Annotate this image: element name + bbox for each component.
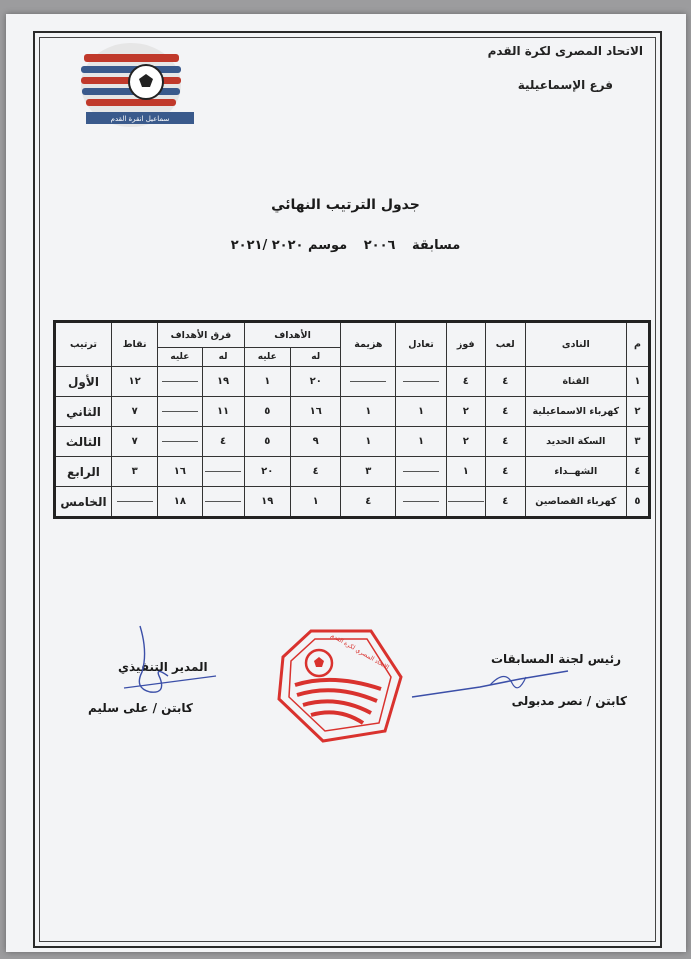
cell-num: ٢	[626, 397, 649, 427]
header-played: لعب	[485, 322, 525, 367]
cell-diff-minus	[158, 397, 202, 427]
cell-lost: ٤	[341, 487, 396, 518]
cell-gf: ٢٠	[290, 367, 341, 397]
executive-director-name: كابتن / على سليم	[88, 701, 193, 715]
empty-dash	[448, 501, 484, 502]
cell-num: ٣	[626, 427, 649, 457]
federation-logo	[76, 40, 196, 130]
header-diff-for: له	[202, 348, 244, 367]
cell-club: كهرباء القصاصين	[525, 487, 626, 518]
cell-points: ٧	[111, 397, 157, 427]
cell-diff-plus	[202, 457, 244, 487]
cell-won: ٢	[446, 397, 485, 427]
empty-dash	[205, 501, 241, 502]
stamp-text: الاتحاد المصري لكرة القدم	[329, 632, 391, 672]
organization-name: الاتحاد المصرى لكرة القدم	[487, 44, 643, 58]
cell-ga: ١٩	[244, 487, 290, 518]
cell-points	[111, 487, 157, 518]
cell-won: ١	[446, 457, 485, 487]
cell-gf: ٩	[290, 427, 341, 457]
cell-drawn	[396, 457, 447, 487]
document-title: جدول الترتيب النهائي	[271, 197, 420, 213]
empty-dash	[117, 501, 153, 502]
header-diff: فرق الأهداف	[158, 322, 244, 348]
cell-lost: ٣	[341, 457, 396, 487]
empty-dash	[403, 381, 439, 382]
table-row	[55, 367, 650, 397]
header-num: م	[626, 322, 649, 367]
empty-dash	[403, 501, 439, 502]
competition-year: ٢٠٠٦	[363, 238, 396, 253]
branch-name: فرع الإسماعيلية	[517, 78, 613, 92]
standings-table	[53, 320, 651, 519]
header-won: فوز	[446, 322, 485, 367]
logo-caption: سماعيل انقرة القدم	[110, 115, 170, 123]
executive-director-title: المدير التنفيذي	[118, 660, 208, 674]
cell-rank: الرابع	[55, 457, 112, 487]
empty-dash	[162, 441, 198, 442]
header-goals-against: عليه	[244, 348, 290, 367]
empty-dash	[403, 471, 439, 472]
table-row	[55, 487, 650, 518]
cell-diff-plus: ١٩	[202, 367, 244, 397]
cell-diff-minus	[158, 427, 202, 457]
cell-diff-minus: ١٨	[158, 487, 202, 518]
cell-points: ٧	[111, 427, 157, 457]
cell-rank: الثاني	[55, 397, 112, 427]
cell-played: ٤	[485, 427, 525, 457]
competition-label: مسابقة	[412, 238, 461, 253]
cell-diff-minus: ١٦	[158, 457, 202, 487]
cell-drawn: ١	[396, 397, 447, 427]
table-row	[55, 397, 650, 427]
header-points: نقاط	[111, 322, 157, 367]
official-stamp	[273, 627, 405, 745]
competitions-head-name: كابتن / نصر مدبولى	[511, 694, 627, 708]
cell-num: ١	[626, 367, 649, 397]
empty-dash	[162, 381, 198, 382]
competition-line	[0, 238, 691, 253]
cell-lost: ١	[341, 427, 396, 457]
cell-points: ٣	[111, 457, 157, 487]
cell-gf: ٤	[290, 457, 341, 487]
empty-dash	[350, 381, 386, 382]
cell-club: القناة	[525, 367, 626, 397]
cell-played: ٤	[485, 367, 525, 397]
cell-rank: الخامس	[55, 487, 112, 518]
cell-club: الشهــداء	[525, 457, 626, 487]
cell-diff-plus	[202, 487, 244, 518]
header-rank: ترتيب	[55, 322, 112, 367]
cell-gf: ١	[290, 487, 341, 518]
header-drawn: تعادل	[396, 322, 447, 367]
cell-rank: الأول	[55, 367, 112, 397]
cell-played: ٤	[485, 487, 525, 518]
cell-gf: ١٦	[290, 397, 341, 427]
empty-dash	[205, 471, 241, 472]
cell-won: ٢	[446, 427, 485, 457]
cell-drawn: ١	[396, 427, 447, 457]
header-diff-against: عليه	[158, 348, 202, 367]
cell-ga: ٢٠	[244, 457, 290, 487]
cell-diff-minus	[158, 367, 202, 397]
cell-diff-plus: ١١	[202, 397, 244, 427]
cell-drawn	[396, 487, 447, 518]
cell-club: السكة الحديد	[525, 427, 626, 457]
cell-drawn	[396, 367, 447, 397]
competitions-head-title: رئيس لجنة المسابقات	[490, 652, 621, 666]
cell-lost	[341, 367, 396, 397]
header-lost: هزيمة	[341, 322, 396, 367]
header-goals-for: له	[290, 348, 341, 367]
cell-diff-plus: ٤	[202, 427, 244, 457]
header-goals: الأهداف	[244, 322, 341, 348]
cell-points: ١٢	[111, 367, 157, 397]
cell-played: ٤	[485, 457, 525, 487]
cell-ga: ١	[244, 367, 290, 397]
table-row	[55, 427, 650, 457]
standings-body	[55, 367, 650, 518]
cell-won: ٤	[446, 367, 485, 397]
table-row	[55, 457, 650, 487]
season-label: موسم ٢٠٢٠ /٢٠٢١	[230, 238, 348, 253]
header-club: النادى	[525, 322, 626, 367]
empty-dash	[162, 411, 198, 412]
cell-won	[446, 487, 485, 518]
cell-ga: ٥	[244, 427, 290, 457]
cell-club: كهرباء الاسماعيلية	[525, 397, 626, 427]
cell-ga: ٥	[244, 397, 290, 427]
cell-rank: الثالث	[55, 427, 112, 457]
cell-lost: ١	[341, 397, 396, 427]
cell-played: ٤	[485, 397, 525, 427]
cell-num: ٤	[626, 457, 649, 487]
cell-num: ٥	[626, 487, 649, 518]
